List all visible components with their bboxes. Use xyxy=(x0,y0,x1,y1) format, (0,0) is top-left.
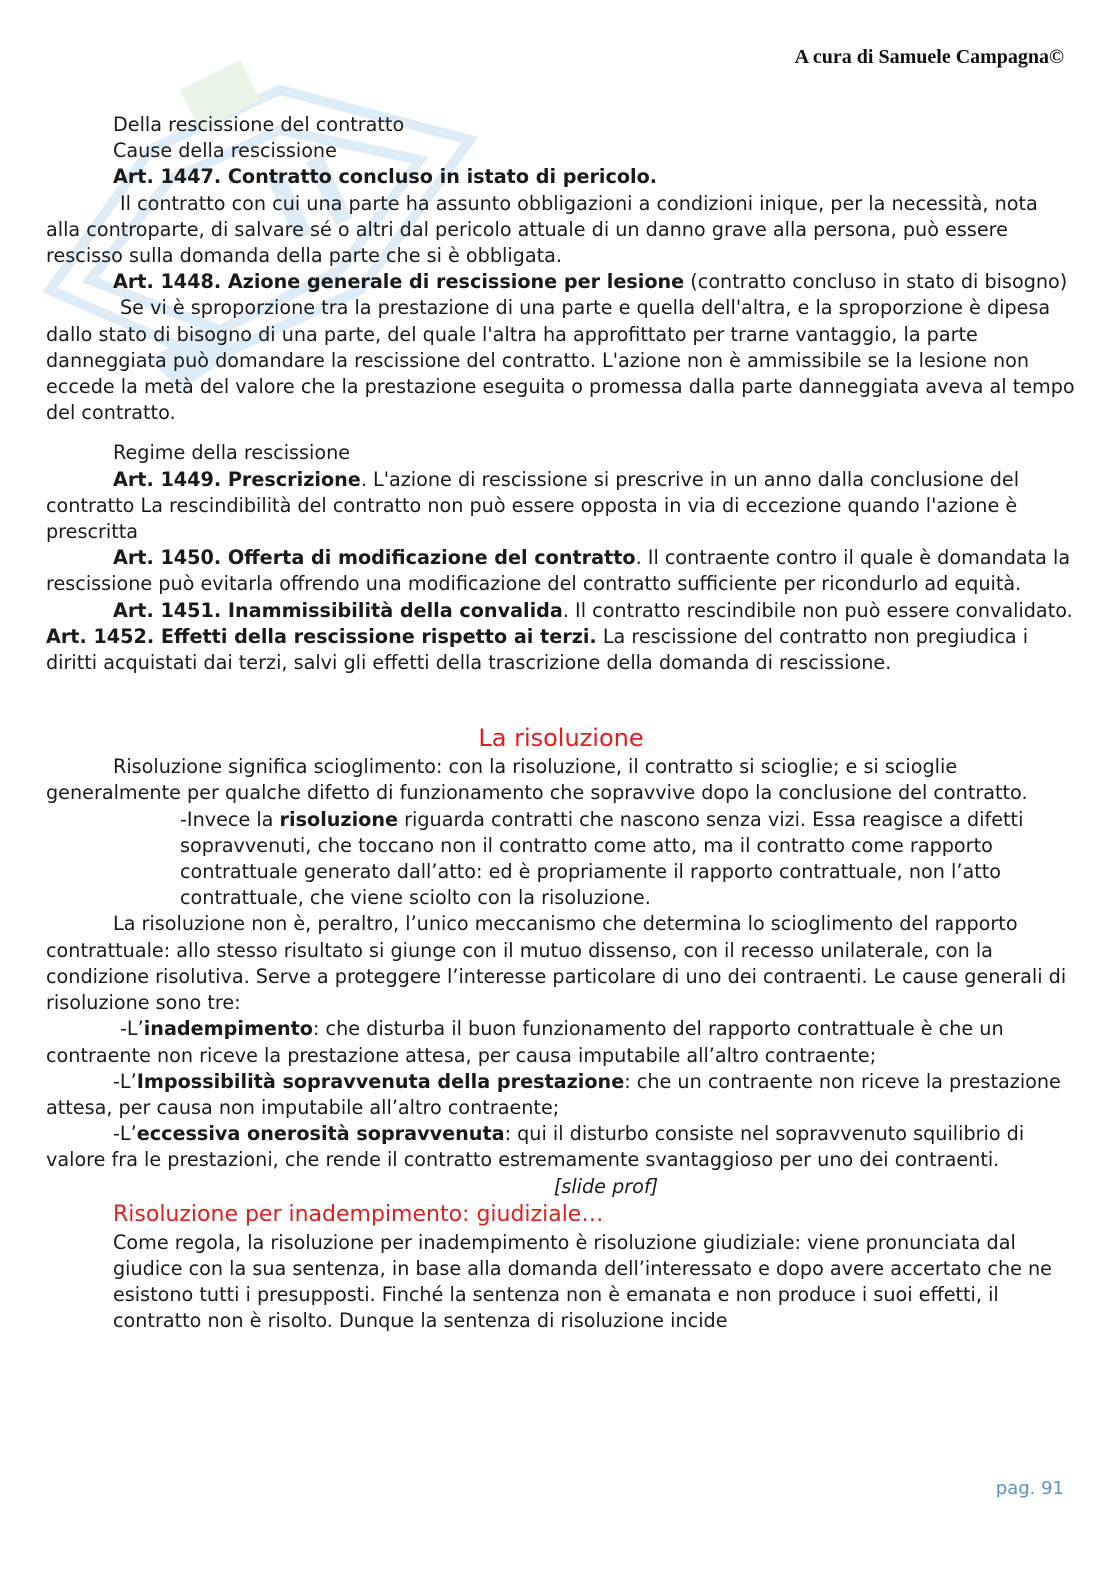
cause-item-onerosita xyxy=(46,1121,1076,1173)
cause-prefix: -L’ xyxy=(113,1122,137,1146)
slide-note: [slide prof] xyxy=(553,1174,659,1198)
section-heading-rescissione: Della rescissione del contratto xyxy=(113,113,405,136)
giudiziale-text: Come regola, la risoluzione per inadempimento è risoluzione giudiziale: viene pronunciata dal giudice con la sua sentenza, in base alla domanda dell’interessato e dopo avere accertato che ne esistono tutti i presupposti. Finché la sentenza non è emanata e non produce i suoi effetti, il contratto non è risolto. Dunque la sentenza di risoluzione incide xyxy=(113,1230,1052,1333)
invece-paragraph xyxy=(46,807,1076,912)
subsection-title-giudiziale: Risoluzione per inadempimento: giudiziale… xyxy=(113,1201,604,1227)
invece-bold: risoluzione xyxy=(279,807,399,831)
cause-bold: inadempimento xyxy=(143,1017,313,1041)
cause-text: : che disturba il buon funzionamento del rapporto contrattuale è che un contraente non riceve la prestazione attesa, per causa imputabile all’altro contraente; xyxy=(46,1017,1004,1067)
cause-bold: Impossibilità sopravvenuta della prestazione xyxy=(136,1069,625,1093)
art-1450-paragraph xyxy=(46,545,1076,597)
cause-bold: eccessiva onerosità sopravvenuta xyxy=(136,1122,505,1146)
invece-text: riguarda contratti che nascono senza vizi. Essa reagisce a difetti sopravvenuti, che toccano non il contratto come atto, ma il contratto come rapporto contrattuale generato dall’atto: ed è propriamente il rapporto contrattuale, non l’atto contrattuale, che viene sciolto con la risoluzione. xyxy=(180,807,1024,910)
art-1447-title: Art. 1447. Contratto concluso in istato di pericolo. xyxy=(113,165,658,189)
risoluzione-intro: Risoluzione significa scioglimento: con la risoluzione, il contratto si scioglie; e si scioglie generalmente per qualche difetto di funzionamento che sopravvive dopo la conclusione del contratto. xyxy=(46,755,1028,805)
author-header: A cura di Samuele Campagna© xyxy=(794,46,1064,68)
page-content xyxy=(46,112,1076,1335)
art-1448-paragraph xyxy=(46,269,1076,295)
art-1448-title-suffix: (contratto concluso in stato di bisogno) xyxy=(684,270,1068,294)
art-1447-text: Il contratto con cui una parte ha assunto obbligazioni a condizioni inique, per la necessità, nota alla controparte, di salvare sé o altri dal pericolo attuale di un danno grave alla persona, può essere rescisso sulla domanda della parte che si è obbligata. xyxy=(46,191,1038,268)
cause-prefix: -L’ xyxy=(120,1017,144,1041)
cause-item-impossibilita xyxy=(46,1069,1076,1121)
cause-text: : che un contraente non riceve la prestazione attesa, per causa non imputabile all’altro contraente; xyxy=(46,1069,1061,1119)
art-1452-title: Art. 1452. Effetti della rescissione rispetto ai terzi. xyxy=(46,624,597,648)
art-1449-text: . L'azione di rescissione si prescrive in un anno dalla conclusione del contratto La rescindibilità del contratto non può essere opposta in via di eccezione quando l'azione è prescritta xyxy=(46,467,1020,544)
art-1449-paragraph xyxy=(46,467,1076,546)
art-1449-title: Art. 1449. Prescrizione xyxy=(113,467,361,491)
art-1451-paragraph xyxy=(46,598,1076,624)
art-1451-text: . Il contratto rescindibile non può essere convalidato. xyxy=(562,598,1073,622)
art-1452-text: La rescissione del contratto non pregiudica i diritti acquistati dai terzi, salvi gli effetti della trascrizione della domanda di rescissione. xyxy=(46,624,1029,675)
art-1450-text: . Il contraente contro il quale è domandata la rescissione può evitarla offrendo una modificazione del contratto sufficiente per ricondurlo ad equità. xyxy=(46,546,1071,596)
art-1448-title: Art. 1448. Azione generale di rescissione per lesione xyxy=(113,270,685,294)
art-1451-title: Art. 1451. Inammissibilità della convalida xyxy=(113,598,563,622)
art-1450-title: Art. 1450. Offerta di modificazione del contratto xyxy=(113,546,636,570)
section-title-risoluzione: La risoluzione xyxy=(478,724,644,753)
page-number: pag. 91 xyxy=(995,1478,1064,1499)
invece-prefix: -Invece la xyxy=(180,807,280,831)
art-1448-text: Se vi è sproporzione tra la prestazione di una parte e quella dell'altra, e la sproporzione è dipesa dallo stato di bisogno di una parte, del quale l'altra ha approfittato per trarne vantaggio, la parte danneggiata può domandare la rescissione del contratto. L'azione non è ammissibile se la lesione non eccede la metà del valore che la prestazione eseguita o promessa dalla parte danneggiata aveva al tempo del contratto. xyxy=(46,296,1075,425)
subheading-regime: Regime della rescissione xyxy=(113,441,351,465)
meccanismo-paragraph: La risoluzione non è, peraltro, l’unico meccanismo che determina lo scioglimento del rapporto contrattuale: allo stesso risultato si giunge con il mutuo dissenso, con il recesso unilaterale, con la condizione risolutiva. Serve a proteggere l’interesse particolare di uno dei contraenti. Le cause generali di risoluzione sono tre: xyxy=(46,912,1067,1015)
cause-text: : qui il disturbo consiste nel sopravvenuto squilibrio di valore fra le prestazioni, che rende il contratto estremamente svantaggioso per uno dei contraenti. xyxy=(46,1122,1025,1172)
cause-item-inadempimento xyxy=(46,1016,1076,1068)
art-1452-paragraph xyxy=(46,624,1076,676)
cause-prefix: -L’ xyxy=(113,1069,137,1093)
subheading-cause: Cause della rescissione xyxy=(113,139,337,163)
